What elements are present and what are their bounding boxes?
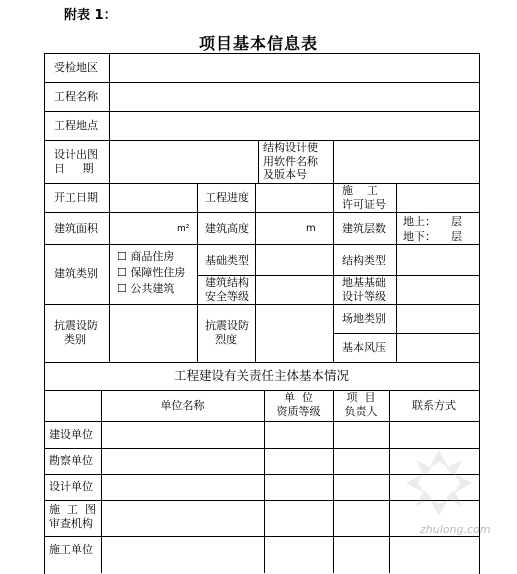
label-basic-wind: 基本风压 [342, 341, 386, 354]
label-line: 烈度 [215, 333, 237, 346]
above-ground-label: 地上： [403, 215, 436, 228]
col-divider [389, 390, 390, 573]
label-foundation-type: 基础类型 [205, 254, 249, 267]
building-option-label: 保障性住房 [130, 266, 186, 279]
label-line: 资质等级 [276, 405, 321, 418]
header-qualification [264, 391, 333, 419]
row-divider [44, 421, 479, 422]
label-start-date: 开工日期 [54, 191, 98, 204]
label-inspection-area: 受检地区 [54, 61, 98, 74]
watermark-text: zhulong.com [420, 523, 491, 536]
row-divider [44, 390, 479, 391]
party-row-label: 建设单位 [49, 428, 93, 441]
checkbox-icon[interactable]: ☐ [117, 250, 127, 263]
above-ground-unit: 层 [451, 215, 462, 228]
label-line: 设计等级 [342, 290, 386, 303]
party-row-label: 勘察单位 [49, 454, 93, 467]
label-area: 建筑面积 [54, 222, 98, 235]
label-line: 用软件名称 [263, 154, 318, 168]
area-unit: m² [177, 224, 190, 234]
building-option-label: 公共建筑 [130, 282, 175, 295]
label-line: 抗震设防 [205, 319, 249, 332]
label-line: 许可证号 [342, 198, 386, 211]
label-seismic-intensity [205, 319, 249, 347]
label-line: 安全等级 [205, 290, 249, 303]
building-option-label: 商品住房 [130, 250, 175, 263]
header-unit-name: 单位名称 [160, 399, 205, 412]
height-unit: m [306, 223, 316, 234]
col-divider [101, 390, 102, 573]
label-line: 施 工 图 [49, 503, 96, 516]
label-line: 建筑结构 [205, 276, 249, 289]
label-line: 地基基础 [342, 276, 386, 289]
col-divider [396, 212, 397, 244]
label-line: 日 期 [54, 162, 94, 175]
label-line: 项 目 [346, 391, 376, 404]
col-divider [333, 140, 334, 183]
below-ground-label: 地下： [403, 230, 436, 243]
label-project-location: 工程地点 [54, 119, 98, 132]
label-seismic-category [54, 319, 98, 347]
form-title: 项目基本信息表 [198, 34, 318, 53]
label-line: 施 工 [342, 184, 378, 197]
party-row-label: 设计单位 [49, 480, 93, 493]
label-line: 类别 [64, 333, 86, 346]
label-line: 负责人 [344, 405, 378, 418]
label-site-category: 场地类别 [342, 312, 386, 325]
label-structure-type: 结构类型 [342, 254, 386, 267]
row-divider [44, 362, 479, 363]
checkbox-icon[interactable]: ☐ [117, 266, 127, 279]
col-divider [396, 183, 397, 362]
row-divider [44, 536, 479, 537]
label-line: 及版本号 [263, 168, 307, 181]
label-progress: 工程进度 [205, 191, 249, 204]
checkbox-icon[interactable]: ☐ [117, 282, 127, 295]
annex-label: 附表 1： [64, 8, 117, 23]
col-divider [258, 140, 259, 183]
label-foundation-design [342, 276, 386, 304]
label-building-category: 建筑类别 [54, 267, 98, 280]
col-divider [255, 183, 256, 362]
col-divider [333, 183, 334, 362]
label-line: 设计出图 [54, 148, 98, 161]
row-divider [333, 333, 479, 334]
header-contact: 联系方式 [412, 399, 456, 412]
label-project-name: 工程名称 [54, 90, 98, 103]
building-option[interactable] [117, 282, 174, 296]
building-option[interactable] [117, 250, 174, 264]
label-software [263, 141, 318, 182]
label-line: 结构设计使 [263, 141, 318, 154]
label-line: 抗震设防 [54, 319, 98, 332]
label-floors: 建筑层数 [342, 222, 386, 235]
col-divider [197, 183, 198, 362]
section-title: 工程建设有关责任主体基本情况 [173, 368, 349, 383]
label-design-date [54, 148, 98, 176]
party-row-label [49, 503, 96, 531]
building-option[interactable] [117, 266, 185, 280]
header-person [333, 391, 389, 419]
col-divider [109, 53, 110, 362]
below-ground-unit: 层 [451, 230, 462, 243]
party-row-label: 施工单位 [49, 543, 93, 556]
label-line: 审查机构 [49, 517, 93, 530]
label-structure-safety [205, 276, 249, 304]
label-height: 建筑高度 [205, 222, 249, 235]
label-permit [342, 184, 386, 212]
label-line: 单 位 [284, 391, 313, 404]
watermark-logo-icon [404, 448, 474, 518]
